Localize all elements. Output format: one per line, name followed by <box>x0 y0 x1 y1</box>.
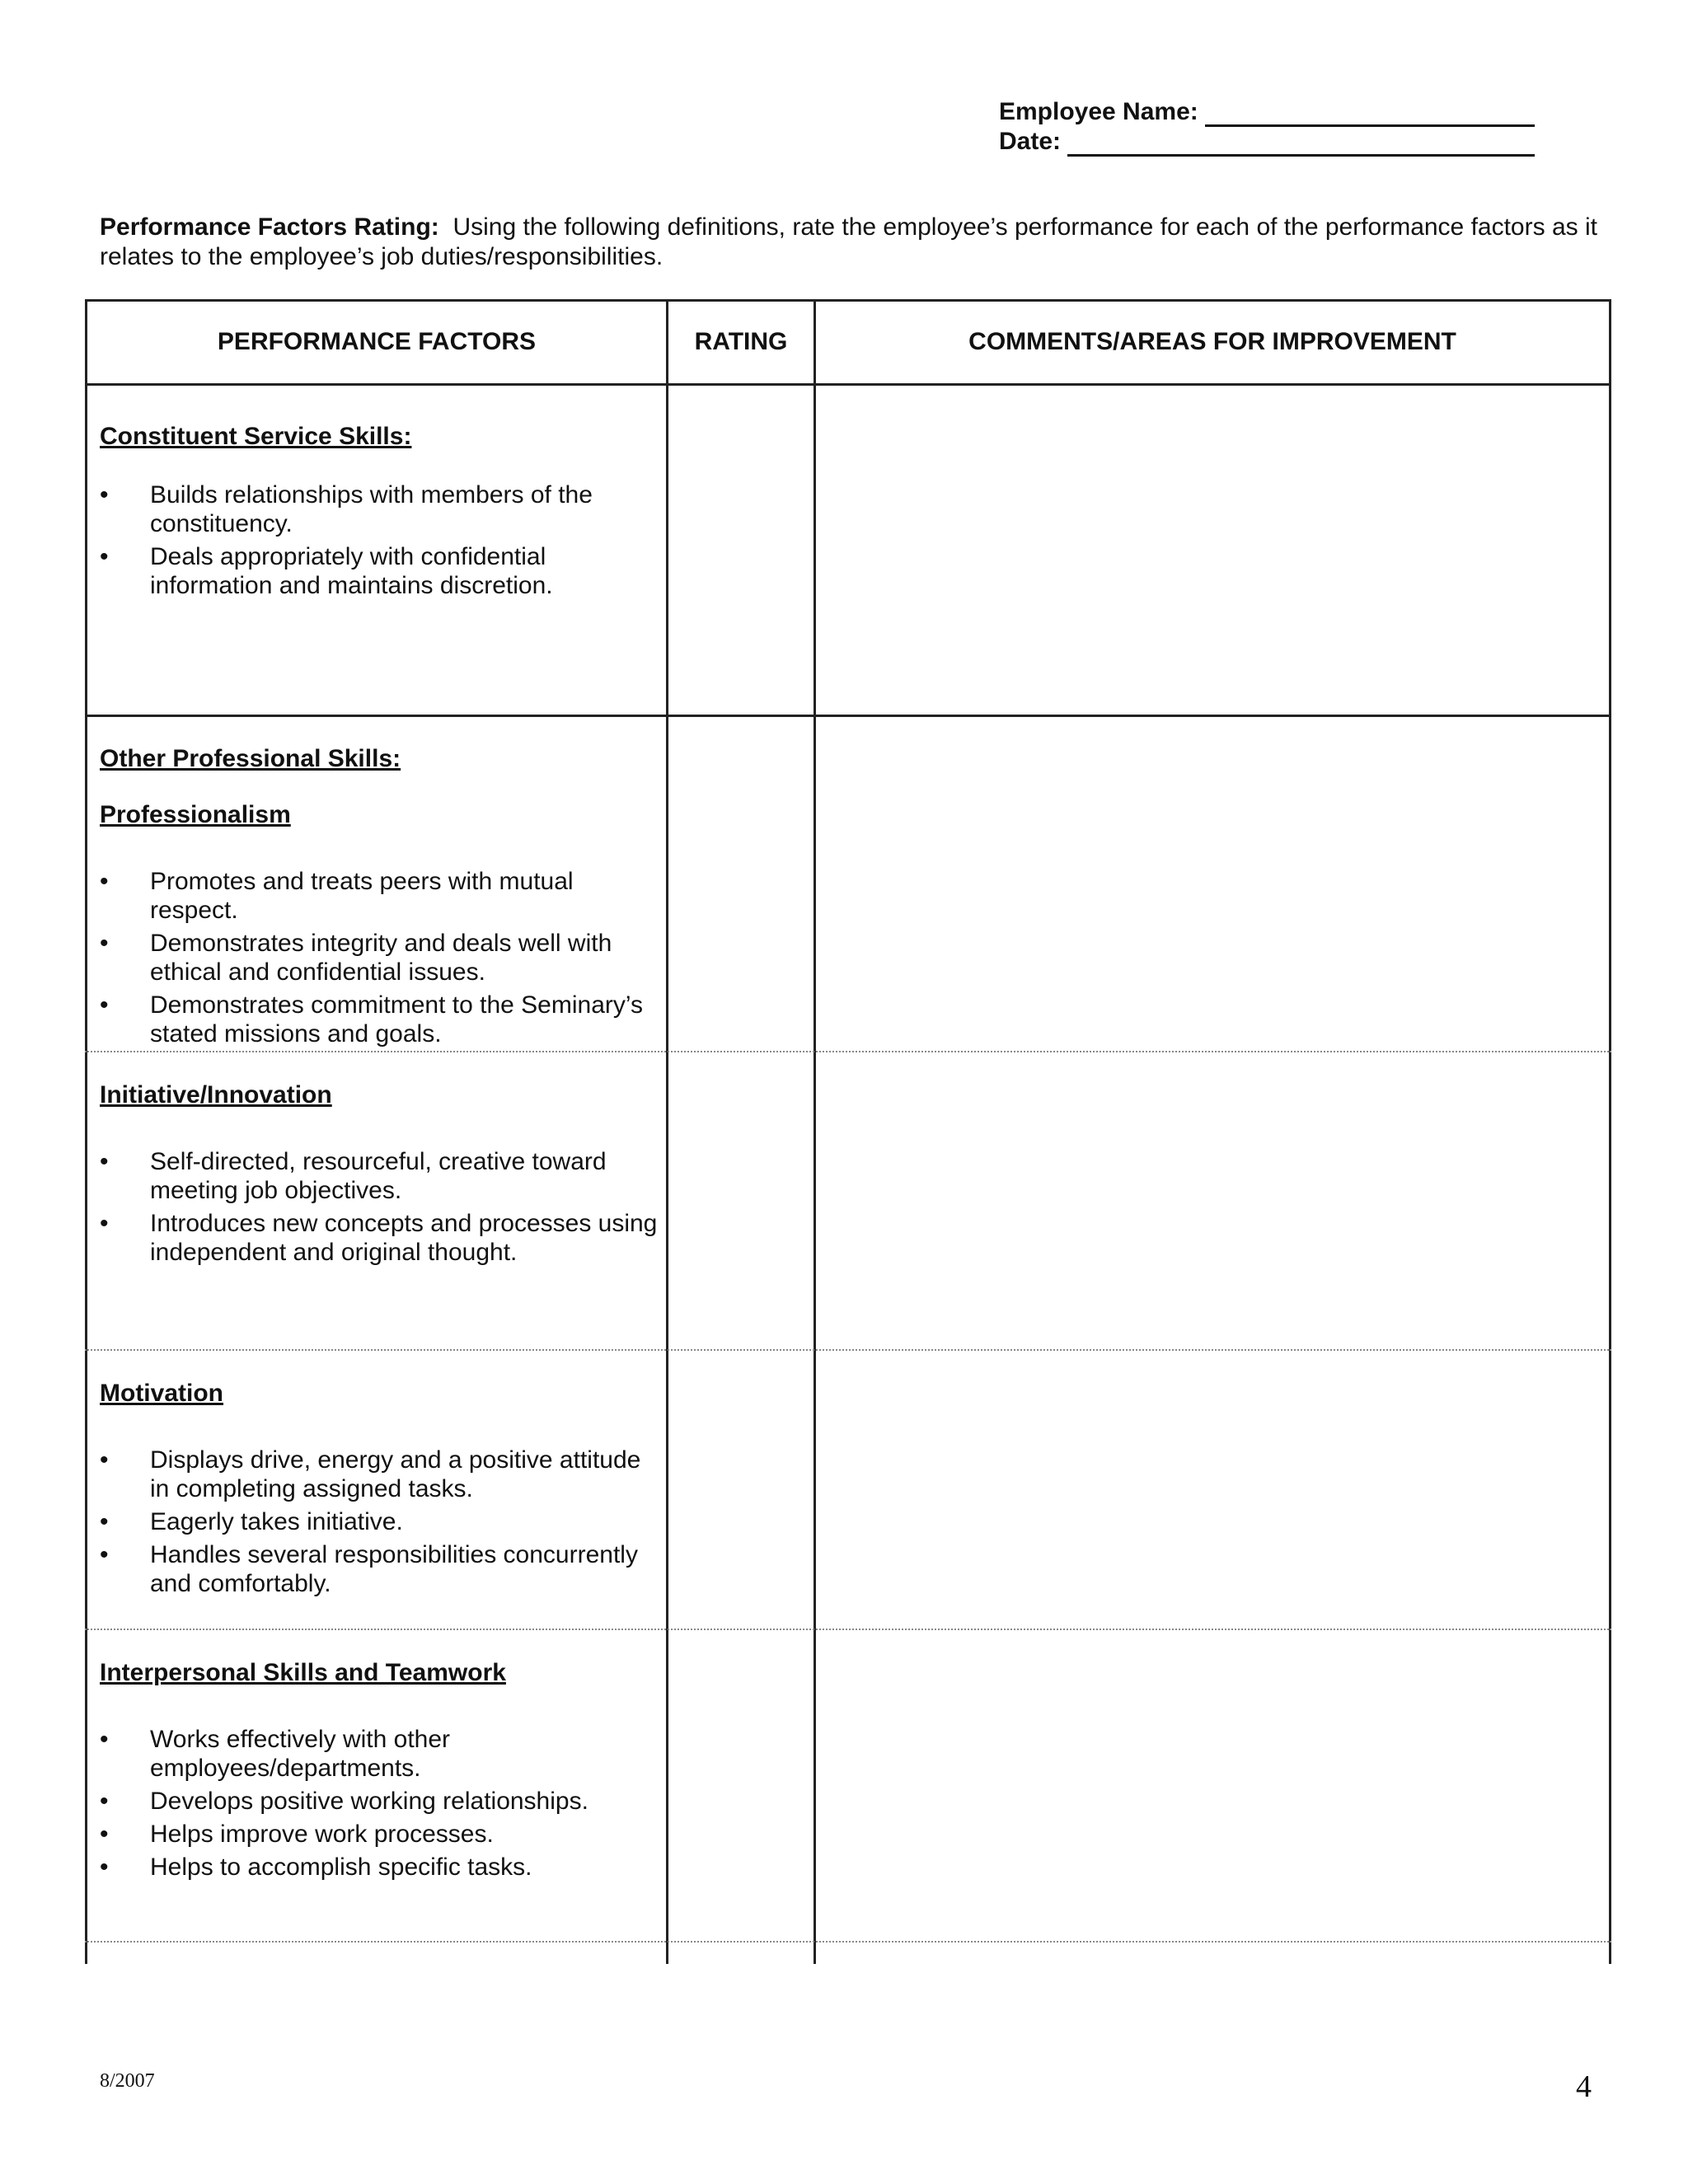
bullet-list <box>100 867 660 1048</box>
employee-name-row <box>999 97 1535 127</box>
list-item: • Promotes and treats peers with mutual respect. <box>100 867 660 925</box>
list-item: • Develops positive working relationships. <box>100 1787 660 1816</box>
list-item: • Builds relationships with members of the constituency. <box>100 480 660 538</box>
subsection-title: Professionalism <box>100 801 291 828</box>
employee-header <box>999 97 1535 157</box>
row-divider-4 <box>85 1629 1611 1630</box>
column-header-comments: COMMENTS/AREAS FOR IMPROVEMENT <box>968 328 1456 355</box>
row-divider-1 <box>85 715 1611 717</box>
section-initiative <box>100 1080 660 1271</box>
intro-bold: Performance Factors Rating: <box>100 213 439 241</box>
bullet-list <box>100 1725 660 1882</box>
section-title: Constituent Service Skills: <box>100 423 412 450</box>
date-row <box>999 127 1535 157</box>
list-item: • Helps to accomplish specific tasks. <box>100 1853 660 1882</box>
page-number: 4 <box>1576 2069 1592 2104</box>
column-divider-comments <box>814 299 816 1964</box>
date-label: Date: <box>999 128 1062 155</box>
section-title: Other Professional Skills: <box>100 745 401 772</box>
bullet-list <box>100 480 660 600</box>
section-title: Motivation <box>100 1380 223 1407</box>
section-constituent <box>100 422 660 604</box>
employee-name-field[interactable] <box>1205 100 1535 127</box>
list-item: • Works effectively with other employees/departments. <box>100 1725 660 1783</box>
section-title: Interpersonal Skills and Teamwork <box>100 1659 506 1686</box>
header-divider <box>85 383 1611 386</box>
column-divider-rating <box>666 299 668 1964</box>
section-interpersonal <box>100 1658 660 1886</box>
column-header-factors: PERFORMANCE FACTORS <box>217 328 537 355</box>
column-header-rating: RATING <box>694 328 788 355</box>
list-item: • Self-directed, resourceful, creative toward meeting job objectives. <box>100 1147 660 1205</box>
section-motivation <box>100 1379 660 1602</box>
section-other-professional <box>100 744 660 1052</box>
list-item: • Demonstrates commitment to the Seminary’s stated missions and goals. <box>100 991 660 1048</box>
date-field[interactable] <box>1067 129 1535 157</box>
row-divider-3 <box>85 1349 1611 1351</box>
list-item: • Displays drive, energy and a positive attitude in completing assigned tasks. <box>100 1446 660 1503</box>
intro-text: Using the following definitions, rate the employee’s performance for each of the performance factors as it relates to the employee’s job duties/responsibilities. <box>100 213 1597 270</box>
row-divider-5 <box>85 1941 1611 1943</box>
list-item: • Introduces new concepts and processes using independent and original thought. <box>100 1209 660 1267</box>
employee-name-label: Employee Name: <box>999 98 1198 125</box>
section-title: Initiative/Innovation <box>100 1081 332 1108</box>
list-item: • Helps improve work processes. <box>100 1820 660 1849</box>
list-item: • Handles several responsibilities concurrently and comfortably. <box>100 1540 660 1598</box>
footer-date: 8/2007 <box>100 2070 155 2092</box>
bullet-list <box>100 1446 660 1598</box>
list-item: • Eagerly takes initiative. <box>100 1507 660 1536</box>
bullet-list <box>100 1147 660 1267</box>
list-item: • Demonstrates integrity and deals well with ethical and confidential issues. <box>100 929 660 987</box>
list-item: • Deals appropriately with confidential information and maintains discretion. <box>100 542 660 600</box>
intro-paragraph <box>100 213 1608 272</box>
